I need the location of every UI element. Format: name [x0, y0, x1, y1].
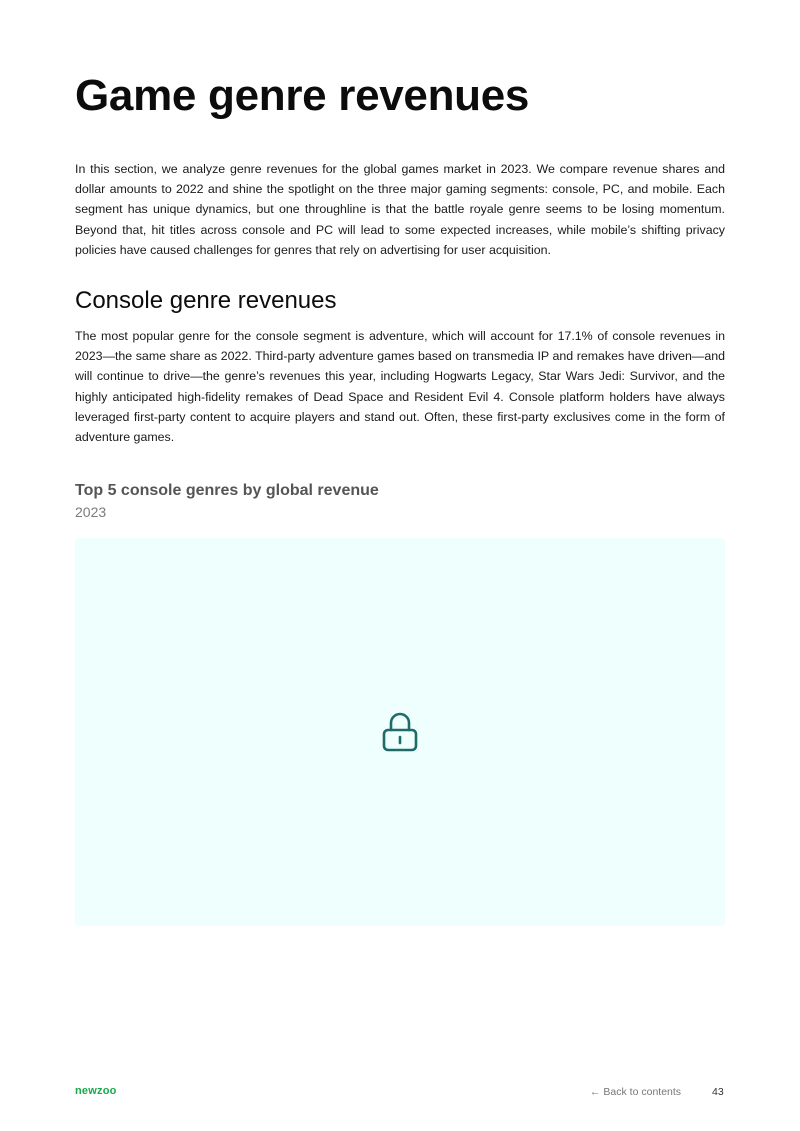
- page-number: 43: [712, 1086, 724, 1098]
- chart-title: Top 5 console genres by global revenue: [75, 482, 379, 499]
- page-title: Game genre revenues: [75, 71, 530, 120]
- back-to-contents-link[interactable]: ← Back to contents: [590, 1086, 682, 1098]
- section-paragraph: The most popular genre for the console segment is adventure, which will account for 17.1% of console revenues in 2023—the same share as 2022. Third-party adventure games based on transmedia IP and remakes have driven—and will continue to drive—the genre’s revenues this year, including Hogwarts Legacy, Star Wars Jedi: Survivor, and the highly anticipated high-fidelity remakes of Dead Space and Resident Evil 4. Console platform holders have always leveraged first-party content to acquire players and stand out. Often, these first-party exclusives come in the form of adventure games.: [75, 329, 725, 445]
- intro-paragraph: In this section, we analyze genre revenues for the global games market in 2023. We compare revenue shares and dollar amounts to 2022 and shine the spotlight on the three major gaming segments: console, PC, and mobile. Each segment has unique dynamics, but one throughline is that the battle royale genre seems to be losing momentum. Beyond that, hit titles across console and PC will lead to some expected increases, while mobile’s shifting privacy policies have caused challenges for genres that rely on advertising for user acquisition.: [75, 162, 725, 257]
- newzoo-logo: newzoo: [75, 1085, 117, 1097]
- lock-icon: [382, 712, 418, 752]
- chart-subtitle: 2023: [75, 504, 107, 520]
- section-heading: Console genre revenues: [75, 287, 337, 314]
- locked-chart-panel[interactable]: [75, 538, 725, 926]
